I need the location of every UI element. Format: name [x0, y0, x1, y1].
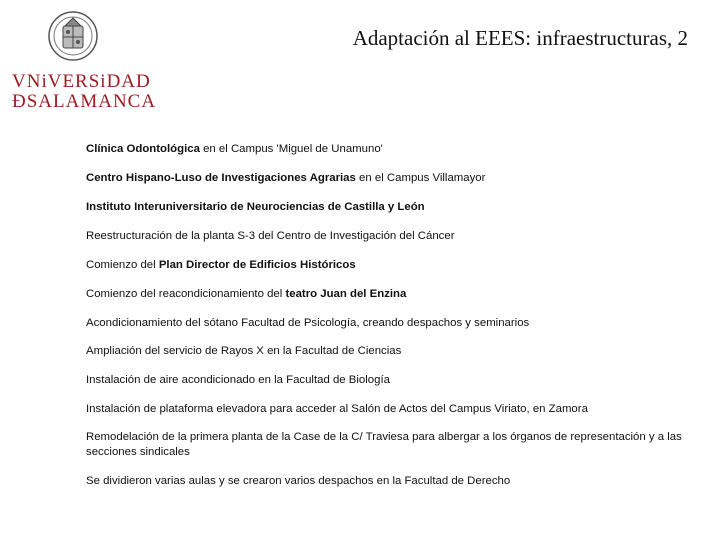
- list-item: [86, 171, 690, 186]
- university-seal-icon: [48, 8, 98, 64]
- list-item-text: Ampliación del servicio de Rayos X en la Facultad de Ciencias: [86, 345, 402, 357]
- logo-wordmark-line1: VNiVERSiDAD: [12, 71, 151, 92]
- list-item: [86, 344, 690, 359]
- list-item-text: Se dividieron varias aulas y se crearon varios despachos en la Facultad de Derecho: [86, 475, 511, 487]
- list-item-text: en el Campus Villamayor: [355, 172, 486, 184]
- list-item-text: Remodelación de la primera planta de la Case de la C/ Traviesa para albergar a los órganos de representación y a las secciones sindicales: [86, 431, 682, 458]
- list-item-text: Reestructuración de la planta S-3 del Centro de Investigación del Cáncer: [86, 230, 455, 242]
- list-item-text: Instalación de plataforma elevadora para acceder al Salón de Actos del Campus Viriato, en Zamora: [86, 403, 588, 415]
- list-item: [86, 373, 690, 388]
- list-item: [86, 402, 690, 417]
- logo-wordmark-line2: ÐSALAMANCA: [12, 91, 157, 112]
- list-item-bold-text: Centro Hispano-Luso de Investigaciones Agrarias: [86, 172, 356, 184]
- list-item-bold-text: teatro Juan del Enzina: [285, 288, 407, 300]
- list-item-text: Comienzo del reacondicionamiento del: [86, 288, 286, 300]
- list-item: [86, 229, 690, 244]
- list-item-bold-text: Instituto Interuniversitario de Neurociencias de Castilla y León: [86, 201, 425, 213]
- list-item-bold-text: Clínica Odontológica: [86, 143, 200, 155]
- list-item: [86, 200, 690, 215]
- list-item: [86, 287, 690, 302]
- list-item: [86, 474, 690, 489]
- list-item: [86, 316, 690, 331]
- slide-title: Adaptación al EEES: infraestructuras, 2: [352, 26, 688, 50]
- list-item: [86, 430, 690, 460]
- list-item-text: Comienzo del: [86, 259, 159, 271]
- list-item: [86, 142, 690, 157]
- list-item-text: Acondicionamiento del sótano Facultad de Psicología, creando despachos y seminarios: [86, 317, 530, 329]
- list-item: [86, 258, 690, 273]
- list-item-text: Instalación de aire acondicionado en la Facultad de Biología: [86, 374, 390, 386]
- list-item-text: en el Campus 'Miguel de Unamuno': [199, 143, 383, 155]
- university-logo: [10, 8, 157, 112]
- list-item-bold-text: Plan Director de Edificios Históricos: [158, 259, 356, 271]
